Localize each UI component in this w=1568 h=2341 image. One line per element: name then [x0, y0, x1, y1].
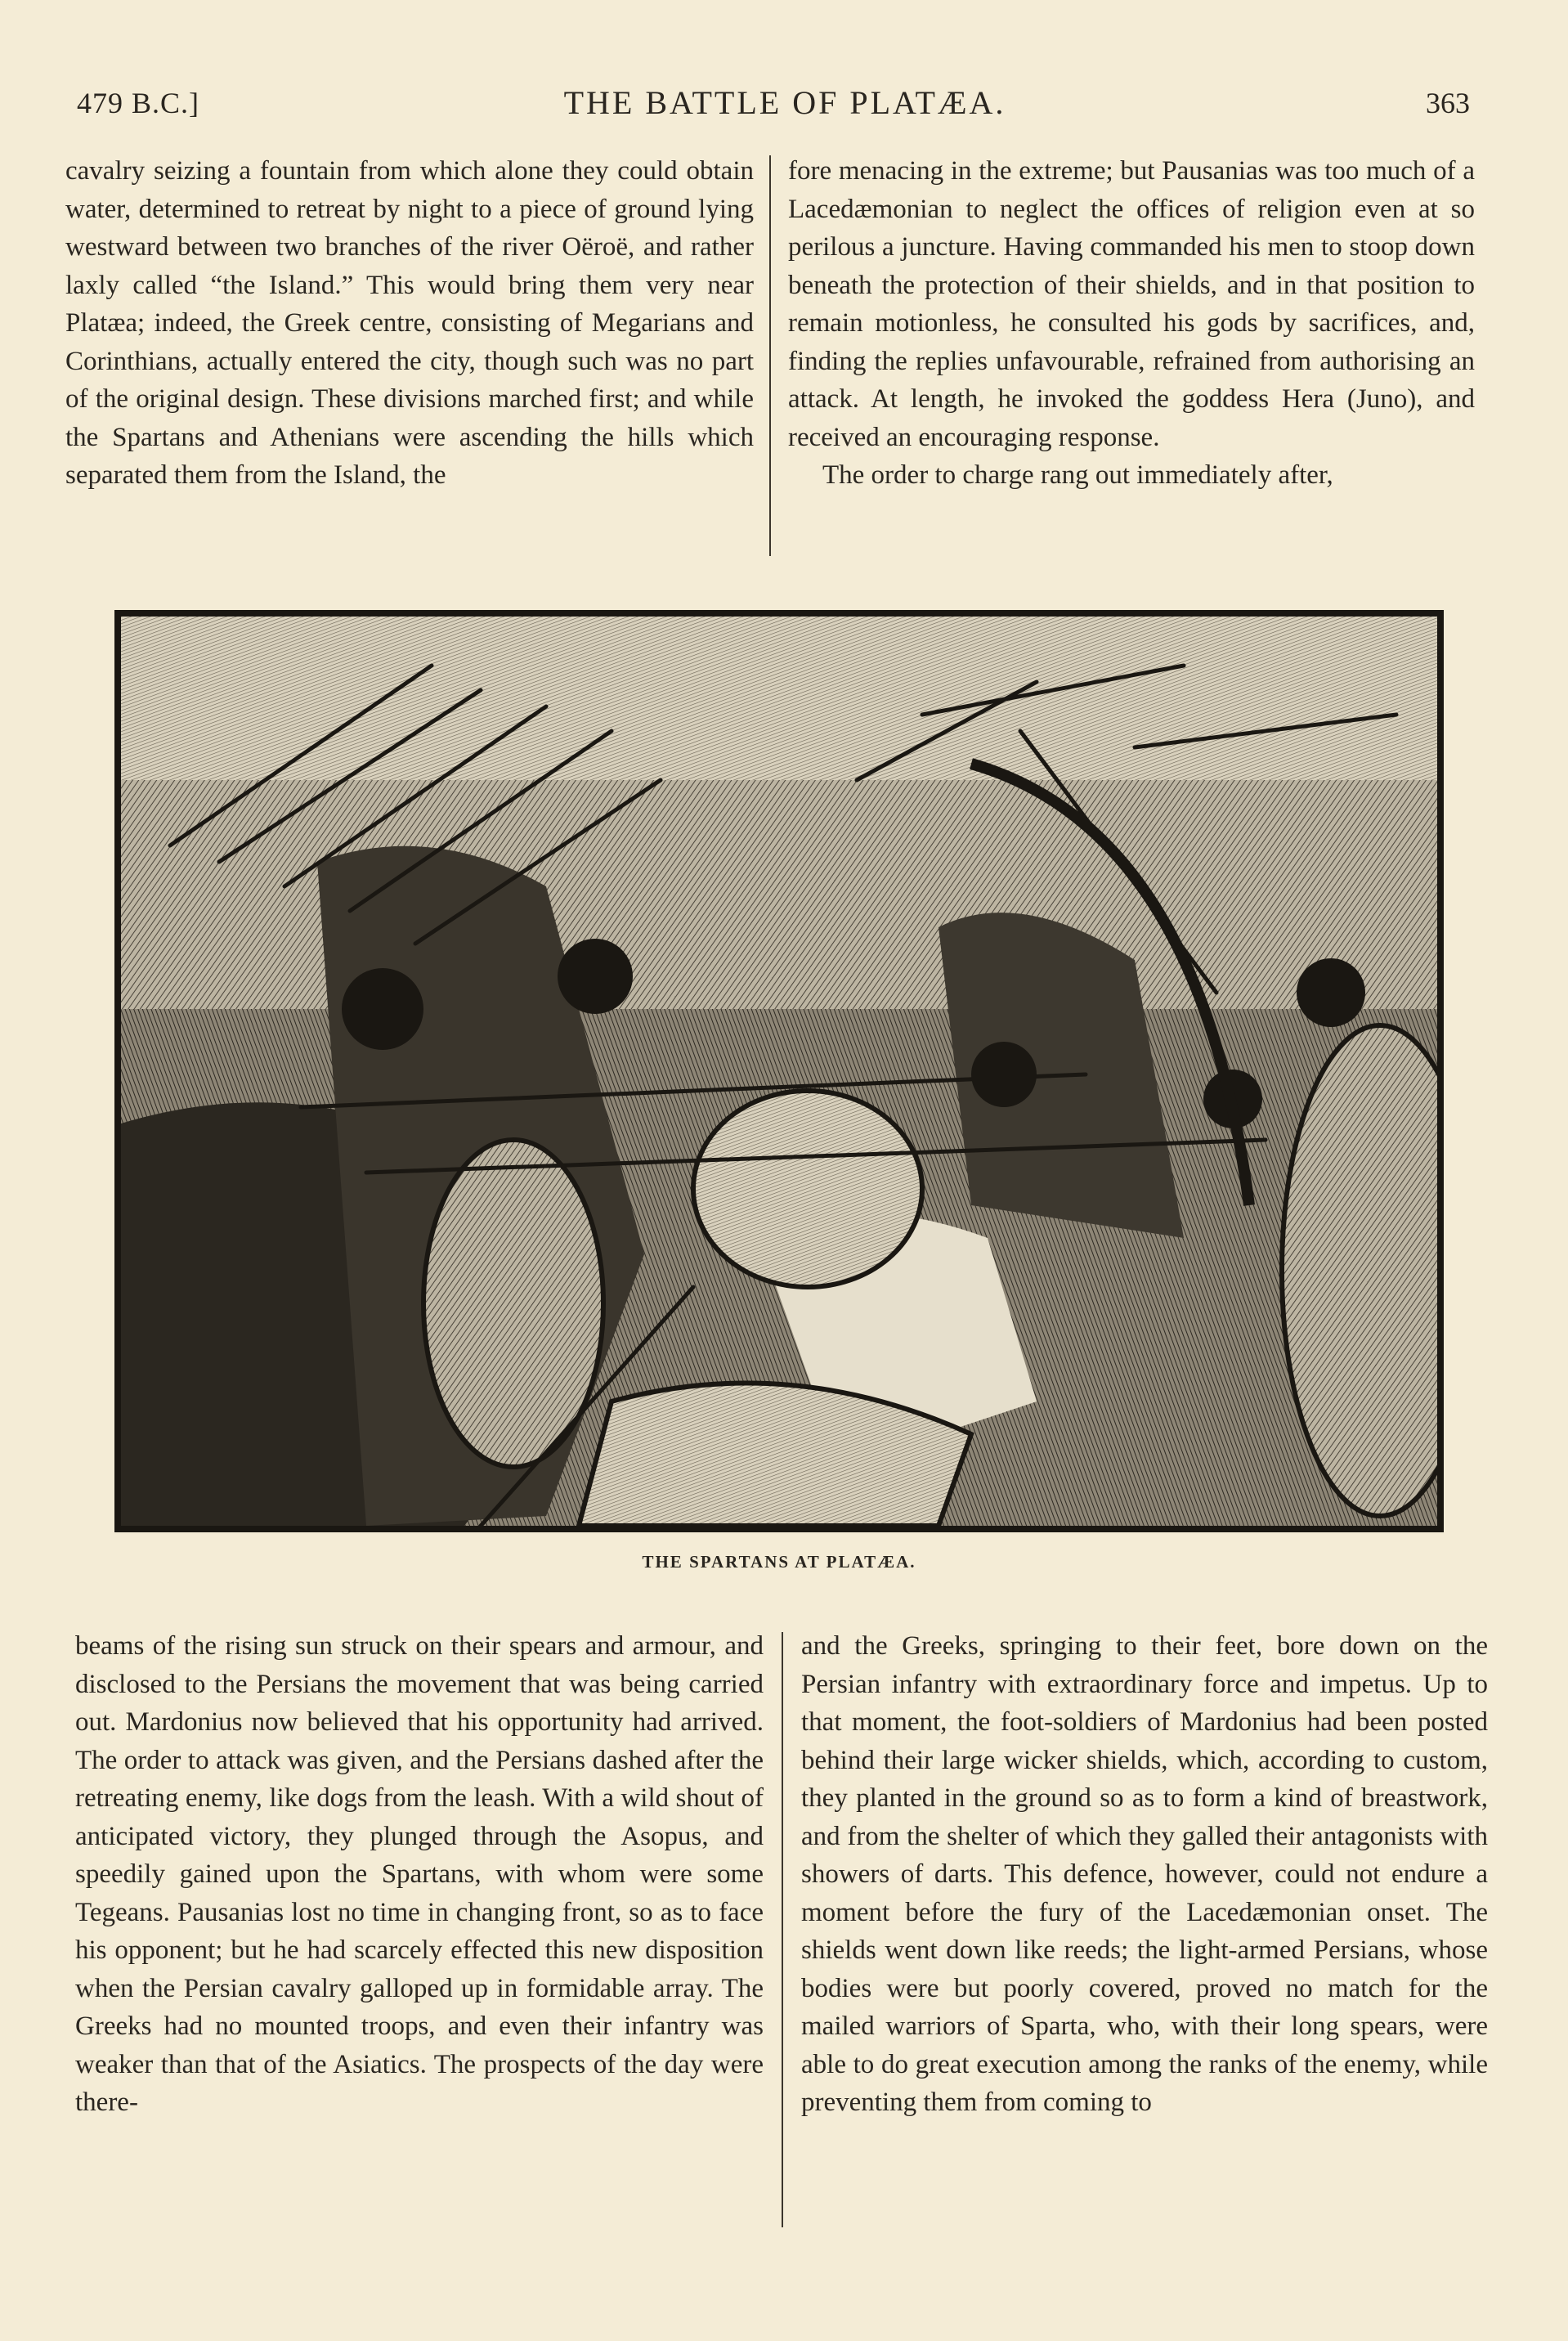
text-column-bottom-right — [801, 1627, 1488, 2122]
paragraph: and the Greeks, springing to their feet, bore down on the Persian infantry with extraordinary force and impetus. Up to that moment, the foot-soldiers of Mardonius had been posted behind their large wicker shields, which, according to custom, they planted in the ground so as to form a kind of breastwork, and from the shelter of which they galled their antagonists with showers of darts. This defence, however, could not endure a moment before the fury of the Lacedæmonian onset. The shields went down like reeds; the light-armed Persians, whose bodies were but poorly covered, proved no match for the mailed warriors of Sparta, who, with their long spears, were able to do great execution among the ranks of the enemy, while preventing them from coming to — [801, 1631, 1488, 2117]
paragraph: cavalry seizing a fountain from which alone they could obtain water, determined to retreat by night to a piece of ground lying westward between two branches of the river Oëroë, and rather laxly called “the Island.” This would bring them very near Platæa; indeed, the Greek centre, consisting of Megarians and Corinthians, actually entered the city, though such was no part of the original design. These divisions marched first; and while the Spartans and Athenians were ascending the hills which separated them from the Island, the — [65, 156, 754, 490]
figure-caption: THE SPARTANS AT PLATÆA. — [642, 1552, 916, 1572]
text-column-bottom-left — [75, 1627, 764, 2122]
paragraph: The order to charge rang out immediately after, — [822, 460, 1333, 490]
engraving-image — [121, 617, 1437, 1526]
text-column-top-right — [788, 152, 1475, 495]
text-column-top-left — [65, 152, 754, 495]
battle-illustration — [114, 610, 1444, 1532]
column-divider — [782, 1632, 783, 2227]
paragraph: fore menacing in the extreme; but Pausanias was too much of a Lacedæmonian to neglect the offices of religion even at so perilous a juncture. Having commanded his men to stoop down beneath the protection of their shields, and in that position to remain motionless, he consulted his gods by sacrifices, and, finding the replies unfavourable, refrained from authorising an attack. At length, he invoked the goddess Hera (Juno), and received an encouraging response. — [788, 156, 1475, 452]
column-divider — [769, 155, 771, 556]
running-header-year: 479 B.C.] — [77, 87, 200, 119]
running-header-title: THE BATTLE OF PLATÆA. — [563, 84, 1006, 121]
page-number: 363 — [1426, 87, 1470, 119]
paragraph: beams of the rising sun struck on their spears and armour, and disclosed to the Persians the movement that was being carried out. Mardonius now believed that his opportunity had arrived. The order to attack was given, and the Persians dashed after the retreating enemy, like dogs from the leash. With a wild shout of anticipated victory, they plunged through the Asopus, and speedily gained upon the Spartans, with whom were some Tegeans. Pausanias lost no time in changing front, so as to face his opponent; but he had scarcely effected this new disposition when the Persian cavalry galloped up in formidable array. The Greeks had no mounted troops, and even their infantry was weaker than that of the Asiatics. The prospects of the day were there- — [75, 1631, 764, 2117]
